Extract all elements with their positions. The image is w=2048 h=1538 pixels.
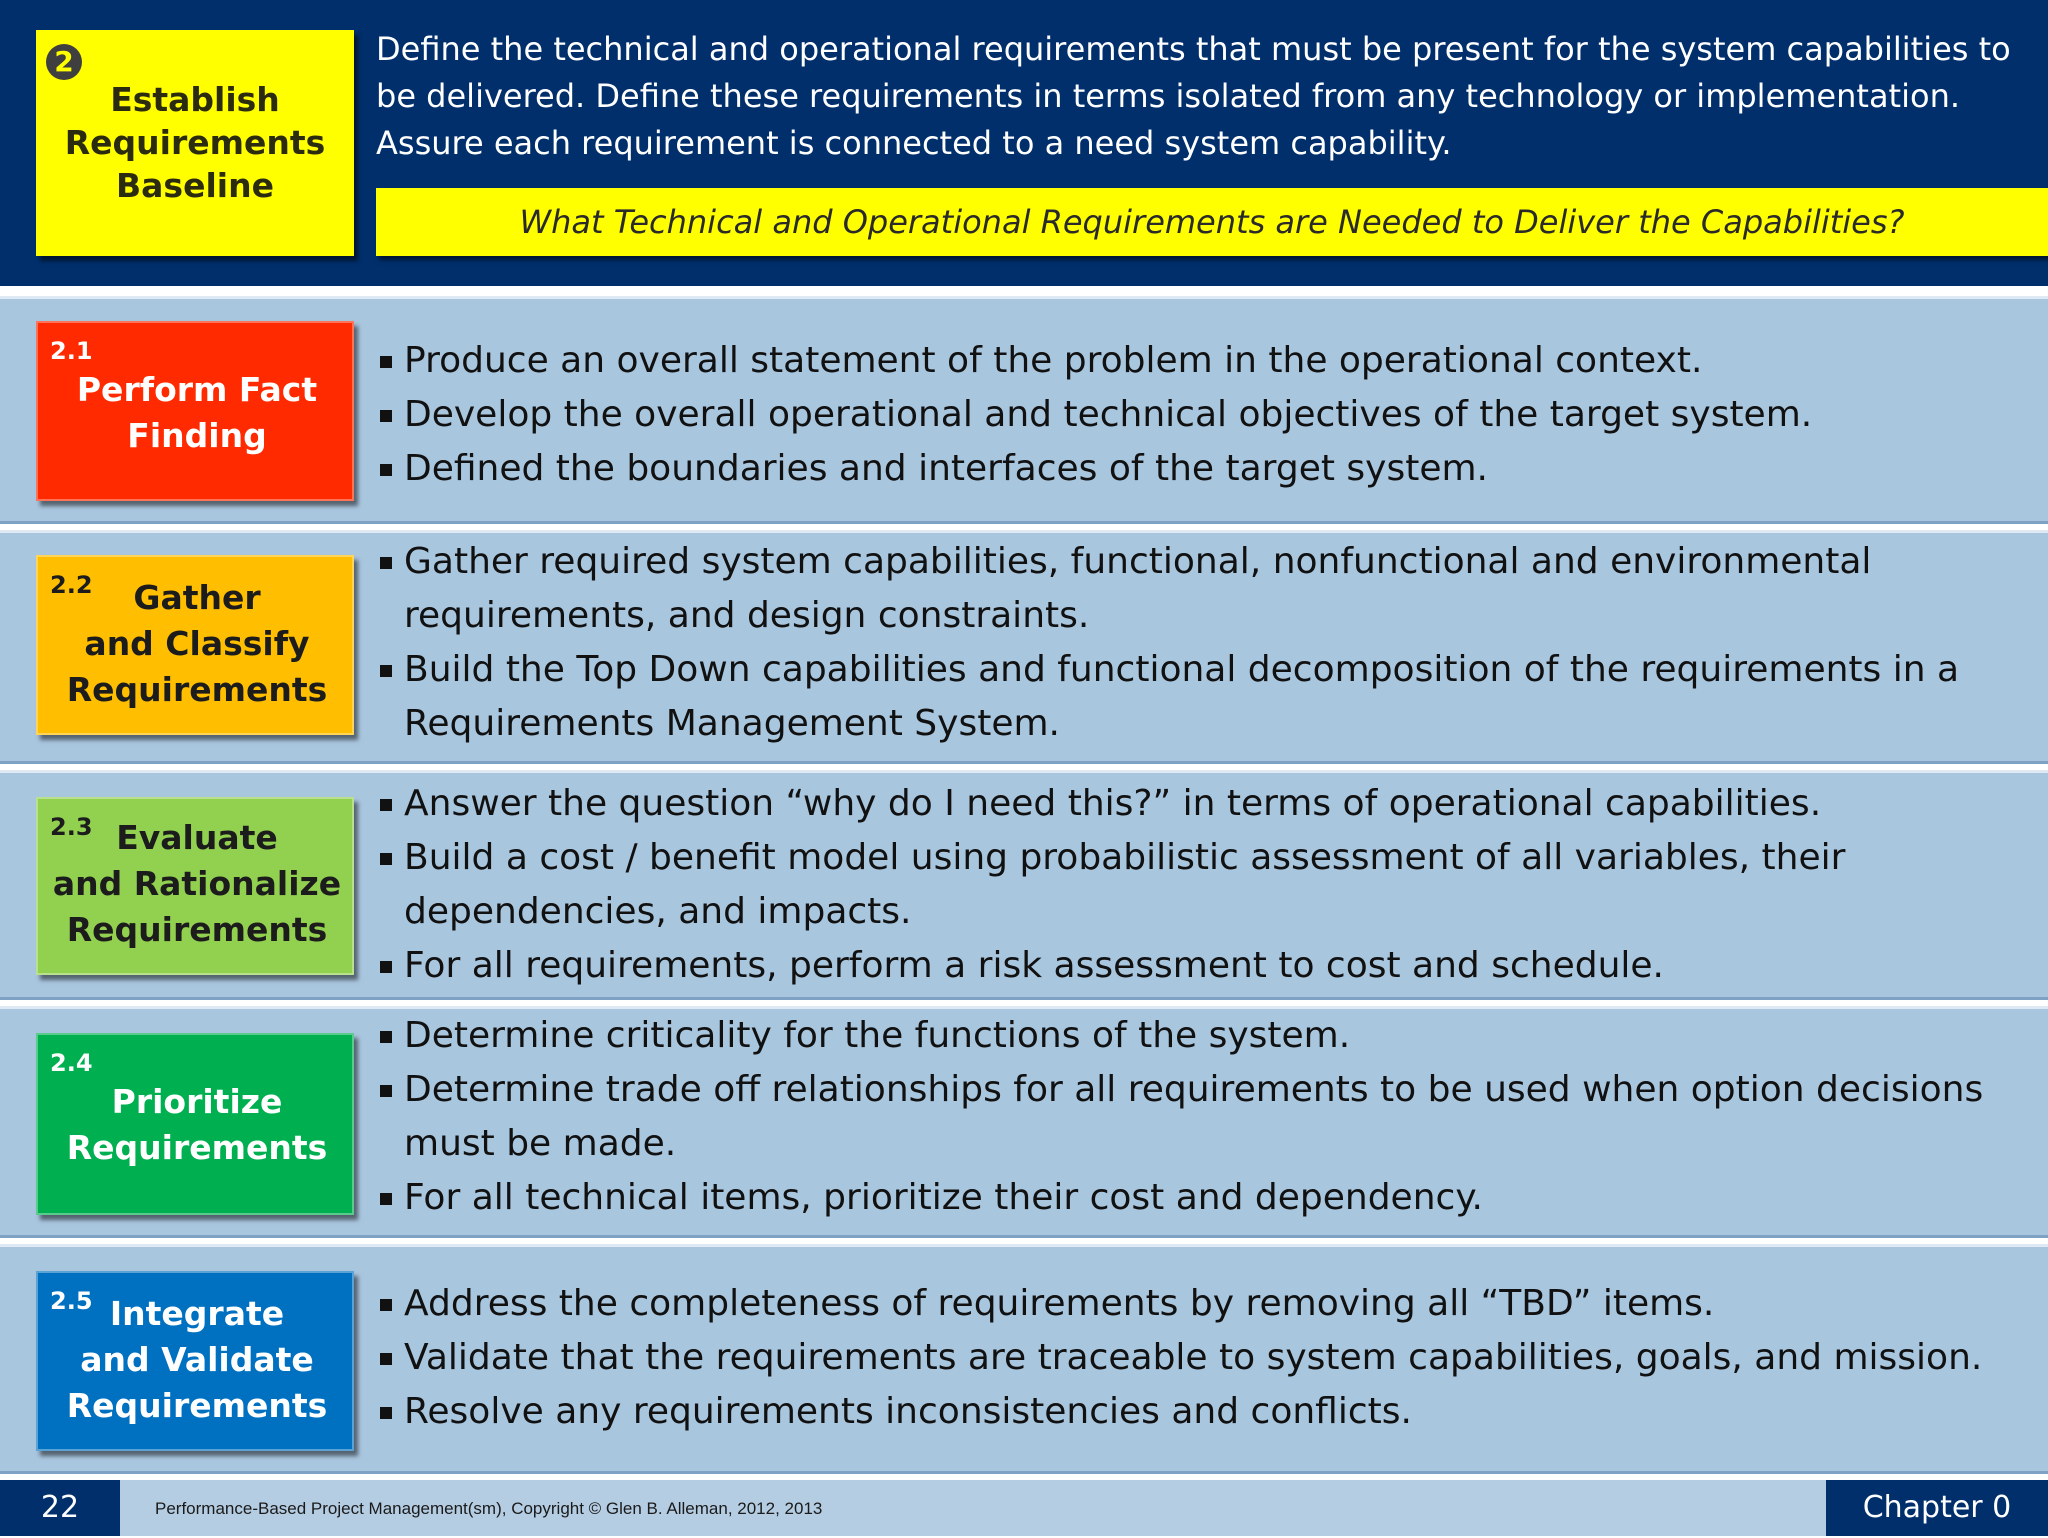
row-number: 2.3 xyxy=(50,813,93,841)
footer xyxy=(0,1480,2048,1536)
bullet-item: Develop the overall operational and technical objectives of the target system. xyxy=(380,388,2020,442)
row-2-4-box xyxy=(36,1033,354,1215)
bullet-item: Determine trade off relationships for all requirements to be used when option decisions must be made. xyxy=(380,1063,2020,1171)
row-2-1 xyxy=(0,296,2048,524)
bullet-item: For all requirements, perform a risk assessment to cost and schedule. xyxy=(380,939,2020,993)
step-title xyxy=(36,78,354,207)
row-title-line: Requirements xyxy=(66,1128,328,1167)
row-title-line: and Validate xyxy=(80,1340,314,1379)
row-title-line: Prioritize xyxy=(111,1082,283,1121)
row-2-1-bullets xyxy=(380,334,2020,496)
row-2-3-bullets xyxy=(380,777,2020,993)
bullet-item: Build the Top Down capabilities and functional decomposition of the requirements in a Requirements Management System. xyxy=(380,643,2020,751)
row-title xyxy=(38,575,356,713)
step-number-badge: 2 xyxy=(46,44,82,80)
row-title xyxy=(38,1291,356,1429)
row-2-2 xyxy=(0,530,2048,764)
copyright-text: Performance-Based Project Management(sm), Copyright © Glen B. Alleman, 2012, 2013 xyxy=(155,1499,823,1518)
row-title-line: Perform Fact xyxy=(76,370,318,409)
row-2-5 xyxy=(0,1244,2048,1474)
bullet-item: Resolve any requirements inconsistencies and conflicts. xyxy=(380,1385,2020,1439)
chapter-label: Chapter 0 xyxy=(1826,1480,2048,1536)
row-title-line: and Classify xyxy=(84,624,310,663)
row-number: 2.2 xyxy=(50,571,93,599)
row-2-5-bullets xyxy=(380,1277,2020,1439)
row-2-5-box xyxy=(36,1271,354,1451)
row-2-2-box xyxy=(36,555,354,735)
row-title-line: Evaluate xyxy=(116,818,278,857)
row-title-line: Requirements xyxy=(66,670,328,709)
row-title-line: Gather xyxy=(133,578,261,617)
row-2-3-box xyxy=(36,797,354,975)
row-title xyxy=(38,815,356,953)
row-2-3 xyxy=(0,770,2048,1000)
step-title-line: Baseline xyxy=(116,166,274,205)
question-bar xyxy=(376,188,2048,256)
step-2-box xyxy=(36,30,354,256)
row-title-line: Finding xyxy=(127,416,267,455)
step-title-line: Establish xyxy=(110,80,280,119)
row-title-line: Requirements xyxy=(66,910,328,949)
row-number: 2.4 xyxy=(50,1049,93,1077)
row-title-line: Requirements xyxy=(66,1386,328,1425)
row-title-line: Integrate xyxy=(109,1294,285,1333)
question-text: What Technical and Operational Requirements are Needed to Deliver the Capabilities? xyxy=(519,203,1905,241)
row-title-line: and Rationalize xyxy=(52,864,342,903)
row-2-2-bullets xyxy=(380,535,2020,751)
bullet-item: For all technical items, prioritize their cost and dependency. xyxy=(380,1171,2020,1225)
bullet-item: Validate that the requirements are traceable to system capabilities, goals, and mission. xyxy=(380,1331,2020,1385)
row-2-1-box xyxy=(36,321,354,501)
step-description: Define the technical and operational requirements that must be present for the system capabilities to be delivered. Define these requirements in terms isolated from any technology or implementation. Assure each requirement is connected to a need system capability. xyxy=(376,30,2011,162)
page-number: 22 xyxy=(0,1480,120,1536)
row-number: 2.5 xyxy=(50,1287,93,1315)
row-title xyxy=(38,1079,356,1171)
bullet-item: Address the completeness of requirements by removing all “TBD” items. xyxy=(380,1277,2020,1331)
header-band xyxy=(0,0,2048,286)
row-2-4 xyxy=(0,1006,2048,1238)
row-title xyxy=(38,367,356,459)
bullet-item: Answer the question “why do I need this?” in terms of operational capabilities. xyxy=(380,777,2020,831)
row-number: 2.1 xyxy=(50,337,93,365)
step-title-line: Requirements xyxy=(64,123,326,162)
bullet-item: Gather required system capabilities, functional, nonfunctional and environmental requirements, and design constraints. xyxy=(380,535,2020,643)
bullet-item: Produce an overall statement of the problem in the operational context. xyxy=(380,334,2020,388)
bullet-item: Determine criticality for the functions of the system. xyxy=(380,1009,2020,1063)
row-2-4-bullets xyxy=(380,1009,2020,1225)
bullet-item: Defined the boundaries and interfaces of the target system. xyxy=(380,442,2020,496)
bullet-item: Build a cost / benefit model using probabilistic assessment of all variables, their dependencies, and impacts. xyxy=(380,831,2020,939)
